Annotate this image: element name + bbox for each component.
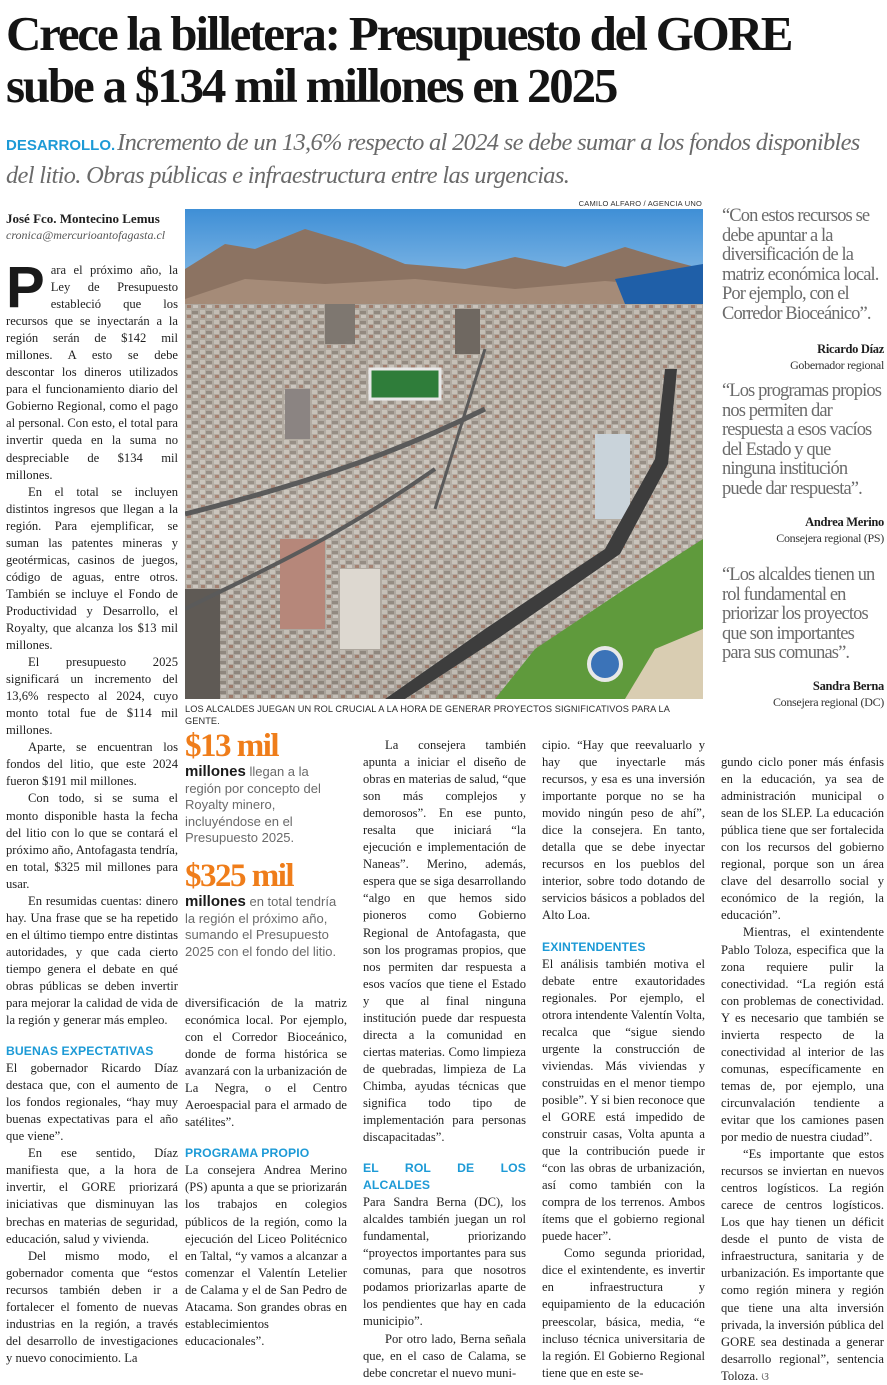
byline [6, 210, 178, 243]
photo-credit: CAMILO ALFARO / AGENCIA UNO [578, 199, 702, 208]
aerial-city-photo[interactable] [185, 209, 703, 699]
author-name: José Fco. Montecino Lemus [6, 211, 160, 226]
stat-callout-total [185, 858, 347, 960]
end-mark-icon: ଓ [761, 1369, 769, 1383]
paragraph: La consejera Andrea Merino (PS) apunta a que se priorizarán los trabajos en colegios públicos de la región, como la ejecución del Liceo Politécnico en Taltal, “y vamos a alcanzar a comenzar el Valentín Letelier de Calama y el de San Pedro de Atacama. Son grandes obras en establecimientos educacionales”. [185, 1163, 347, 1348]
subhead-exintendentes: EXINTENDENTES [542, 939, 646, 954]
paragraph: Mientras, el exintendente Pablo Toloza, especifica que la zona requiere pulir la conectividad. “La región está con problemas de conectividad. Y es necesario que también se invierta respecto de la conectividad al interior de las comunas, específicamente en temas de, por ejemplo, una circunvalación tendiente a evitar que los camiones pasen por medio de nuestra ciudad”. [721, 925, 884, 1145]
lead-paragraph: Para el próximo año, la Ley de Presupuesto estableció que los recursos que se inyectarán a la región serán de $142 mil millones. A esto se debe descontar los dineros utilizados para el funcionamiento diario del Gobierno Regional, como el pago al personal. Con esto, el total para invertir queda en la suma no despreciable de $134 mil millones. [6, 255, 178, 482]
quote-author: Sandra Berna [812, 678, 884, 693]
stat-description: llegan a la región por concepto del Royalty minero, incluyéndose en el Presupuesto 2025. [185, 764, 321, 846]
author-email[interactable]: cronica@mercurioantofagasta.cl [6, 228, 166, 242]
subhead-rol-alcaldes: EL ROL DE LOS ALCALDES [363, 1161, 526, 1193]
paragraph: La consejera también apunta a iniciar el diseño de obras en materias de salud, “que son más complejos y demorosos”. En ese punto, resalta que iniciará “la ejecución e implementación de Naneas”. Merino, además, espera que se siga desarrollando “algo en que hemos sido pioneros como Gobierno Regional de Antofagasta, que son los programas propios, que nos permiten dar respuesta a esos vacíos que tiene el Estado y que al final ninguna institución puede dar respuesta directa a la comunidad en ciertas materias. Como limpieza de quebradas, limpieza de La Chimba, ayudas técnicas que significa todo tipo de implementación para personas discapacitadas”. [363, 738, 526, 1145]
column-1 [6, 255, 178, 1367]
drop-cap: P [6, 255, 45, 320]
paragraph: En ese sentido, Díaz manifiesta que, a la hora de invertir, el GORE priorizará iniciativas que disminuyan las brechas en materias de seguridad, educación, salud y vivienda. [6, 1146, 178, 1246]
column-3 [363, 737, 526, 1382]
deck [6, 128, 884, 191]
paragraph: Del mismo modo, el gobernador comenta que “estos recursos también deben ir a fortalecer el fomento de nuevas industrias en la región, a través del desarrollo de investigaciones y nuevo conocimiento. La [6, 1248, 178, 1365]
paragraph: diversificación de la matriz económica local. Por ejemplo, con el Corredor Bioceánico, donde de forma histórica se avanzará con la urbanización de La Negra, o el Centro Aeroespacial para el armado de satélites”. [185, 996, 347, 1130]
quote-author: Andrea Merino [805, 514, 884, 529]
quote-text: “Con estos recursos se debe apuntar a la diversificación de la matriz económica local. Por ejemplo, con el Corredor Bioceánico”. [722, 206, 879, 324]
pull-quote [722, 207, 884, 373]
column-2 [185, 995, 347, 1350]
quote-text: “Los alcaldes tienen un rol fundamental en priorizar los proyectos que son importantes para sus comunas”. [722, 565, 875, 664]
subhead-buenas-expectativas: BUENAS EXPECTATIVAS [6, 1044, 154, 1059]
headline: Crece la billetera: Presupuesto del GORE sube a $134 mil millones en 2025 [6, 6, 792, 113]
quote-author-role: Consejera regional (DC) [772, 694, 884, 709]
paragraph: El análisis también motiva el debate entre exautoridades regionales. Por ejemplo, el otrora intendente Valentín Volta, recalca que “sigue siendo urgente la construcción de viviendas. Más viviendas y construidas en el menor tiempo posible”. Y si bien reconoce que el GORE está impedido de construir casas, Volta apunta a que la contribución puede ir “con las obras de urbanización, así como también con la compra de los terrenos. Ambos ítems que el gobierno regional puede hacer”. [542, 956, 705, 1244]
paragraph: El presupuesto 2025 significará un incremento del 13,6% respecto al 2024, cuyo monto total fue de $114 mil millones. [6, 655, 178, 738]
deck-text: Incremento de un 13,6% respecto al 2024 se debe sumar a los fondos disponibles del litio. Obras públicas e infraestructura entre las urgencias. [6, 129, 860, 189]
stat-unit: millones [185, 893, 246, 910]
stadium [370, 369, 440, 399]
section-kicker: DESARROLLO. [6, 137, 116, 154]
stat-unit: millones [185, 763, 246, 780]
paragraph: Aparte, se encuentran los fondos del litio, que este 2024 fueron $191 mil millones. [6, 740, 178, 789]
plaza-circle [589, 648, 621, 680]
paragraph: En el total se incluyen distintos ingresos que llegan a la región. Para ejemplificar, se suman las patentes mineras y geotérmicas, casinos de juegos, código de aguas, entre otros. También se incluye el Fondo de Productividad y Desarrollo, el Royalty, que alcanza los $13 mil millones. [6, 484, 178, 653]
stat-callout-royalty [185, 728, 347, 847]
paragraph: “Es importante que estos recursos se inviertan en nuevos centros logísticos. La región carece de centros logísticos. Los que hay tienen un déficit desde el punto de vista de infraestructura, sanitaria y de urbanización. Es importante que como región minera y región que tiene una alta inversión privada, la inversión pública del GORE sea destinada a generar desarrollo regional”, sentencia Toloza. ଓ [721, 1147, 884, 1383]
photo-illustration [185, 209, 703, 699]
paragraph: Con todo, si se suma el monto disponible hasta la fecha del litio con lo que se contará el próximo año, Antofagasta tendría, en total, $325 mil millones para usar. [6, 791, 178, 891]
paragraph: En resumidas cuentas: dinero hay. Una frase que se ha repetido en el último tiempo entre distintas autoridades, y que cada cierto tiempo genera el debate en qué obras públicas se deben invertir para mejorar la calidad de vida de la región y generar más empleo. [6, 893, 178, 1028]
stat-description: en total tendría la región el próximo año, sumando el Presupuesto 2025 con el fondo del litio. [185, 894, 337, 959]
paragraph: gundo ciclo poner más énfasis en la educación, ya sea de administración municipal o sean de los SLEP. La educación pública tiene que ser fortalecida con los recursos del gobierno regional, porque son un área clave del desarrollo social y económico de la región, la educación”. [721, 755, 884, 923]
quote-author-role: Gobernador regional [790, 357, 884, 372]
paragraph: Para Sandra Berna (DC), los alcaldes también juegan un rol fundamental, priorizando “proyectos importantes para sus comunas, para que nosotros podamos priorizarlas aparte de los pendientes que hay en cada municipio”. [363, 1195, 526, 1329]
paragraph: Por otro lado, Berna señala que, en el caso de Calama, se debe concretar el nuevo muni- [363, 1331, 526, 1380]
paragraph: cipio. “Hay que reevaluarlo y hay que inyectarle más recursos, y esa es una inversión importante porque no se ha movido ningún peso de ahí”, dice la consejera. En tanto, detalla que se debe inyectar recursos en los pueblos del interior, sobre todo dotando de servicios básicos a poblados del Alto Loa. [542, 738, 705, 923]
quote-author-role: Consejera regional (PS) [776, 530, 884, 545]
pull-quote [722, 382, 884, 546]
pull-quote [722, 566, 884, 710]
quote-author: Ricardo Díaz [817, 341, 884, 356]
stat-value: $13 mil [185, 728, 279, 764]
subhead-programa-propio: PROGRAMA PROPIO [185, 1146, 310, 1161]
stat-value: $325 mil [185, 858, 294, 894]
column-4 [542, 737, 705, 1382]
quote-text: “Los programas propios nos permiten dar respuesta a esos vacíos del Estado y que ninguna institución puede dar respuesta”. [722, 381, 881, 499]
paragraph: Como segunda prioridad, dice el exintendente, es invertir en infraestructura y equipamiento de la educación preescolar, básica, media, “e incluso técnica universitaria de la región. El Gobierno Regional tiene que en este se- [542, 1246, 705, 1380]
paragraph: El gobernador Ricardo Díaz destaca que, con el aumento de los fondos regionales, “hay muy buenas expectativas para el año que viene”. [6, 1061, 178, 1144]
column-5 [721, 754, 884, 1385]
photo-caption: LOS ALCALDES JUEGAN UN ROL CRUCIAL A LA HORA DE GENERAR PROYECTOS SIGNIFICATIVOS PARA LA GENTE. [185, 704, 670, 726]
